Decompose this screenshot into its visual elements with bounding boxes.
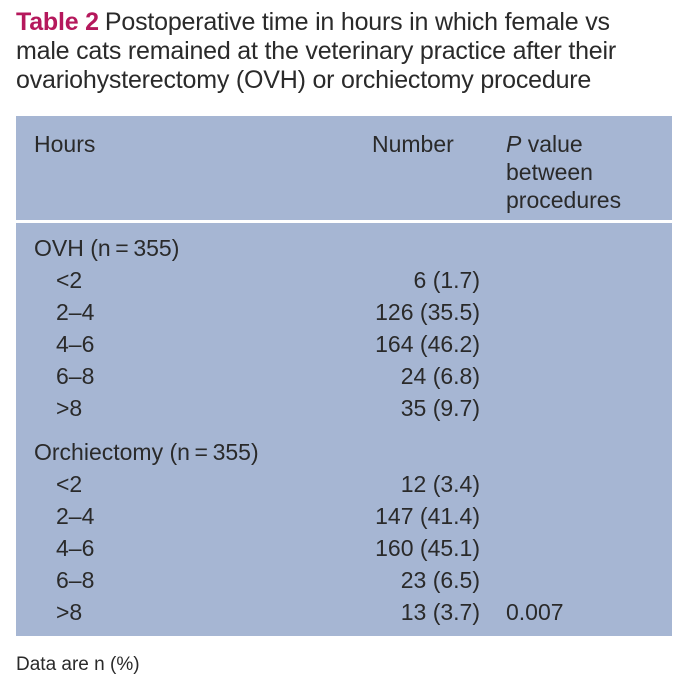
row-number: 160 (45.1)	[375, 535, 480, 561]
header-p-line2: between	[506, 159, 593, 185]
row-hours: <2	[56, 471, 83, 497]
table-caption	[16, 8, 676, 95]
data-table	[16, 116, 672, 636]
row-hours: 2–4	[56, 299, 95, 325]
row-hours: 6–8	[56, 567, 95, 593]
row-hours: >8	[56, 599, 83, 625]
row-hours: >8	[56, 395, 83, 421]
caption-text-1: Postoperative time in hours in which female vs	[104, 8, 610, 36]
caption-line-3: ovariohysterectomy (OVH) or orchiectomy procedure	[16, 66, 592, 94]
row-hours: <2	[56, 267, 83, 293]
row-number: 35 (9.7)	[400, 395, 480, 421]
row-p-value: 0.007	[506, 599, 564, 625]
table-label: Table 2	[16, 8, 99, 36]
header-p-line3: procedures	[506, 187, 622, 213]
group-title-orchiectomy: Orchiectomy (n = 355)	[34, 439, 259, 465]
header-p-value	[506, 130, 621, 214]
row-number: 147 (41.4)	[375, 503, 480, 529]
header-number: Number	[372, 131, 454, 157]
row-hours: 2–4	[56, 503, 95, 529]
row-number: 23 (6.5)	[400, 567, 480, 593]
header-p-line1: value	[521, 131, 583, 157]
row-hours: 4–6	[56, 535, 95, 561]
table-footnote: Data are n (%)	[16, 654, 140, 675]
header-divider	[16, 220, 672, 223]
row-hours: 4–6	[56, 331, 95, 357]
row-number: 126 (35.5)	[375, 299, 480, 325]
caption-line-2: male cats remained at the veterinary practice after their	[16, 37, 616, 65]
header-p-letter: P	[506, 131, 522, 157]
row-number: 12 (3.4)	[400, 471, 480, 497]
group-title-ovh: OVH (n = 355)	[34, 235, 180, 261]
row-number: 13 (3.7)	[400, 599, 480, 625]
row-number: 24 (6.8)	[400, 363, 480, 389]
row-hours: 6–8	[56, 363, 95, 389]
row-number: 6 (1.7)	[413, 267, 480, 293]
caption-line-1	[16, 8, 676, 37]
header-hours: Hours	[34, 131, 96, 157]
row-number: 164 (46.2)	[375, 331, 480, 357]
